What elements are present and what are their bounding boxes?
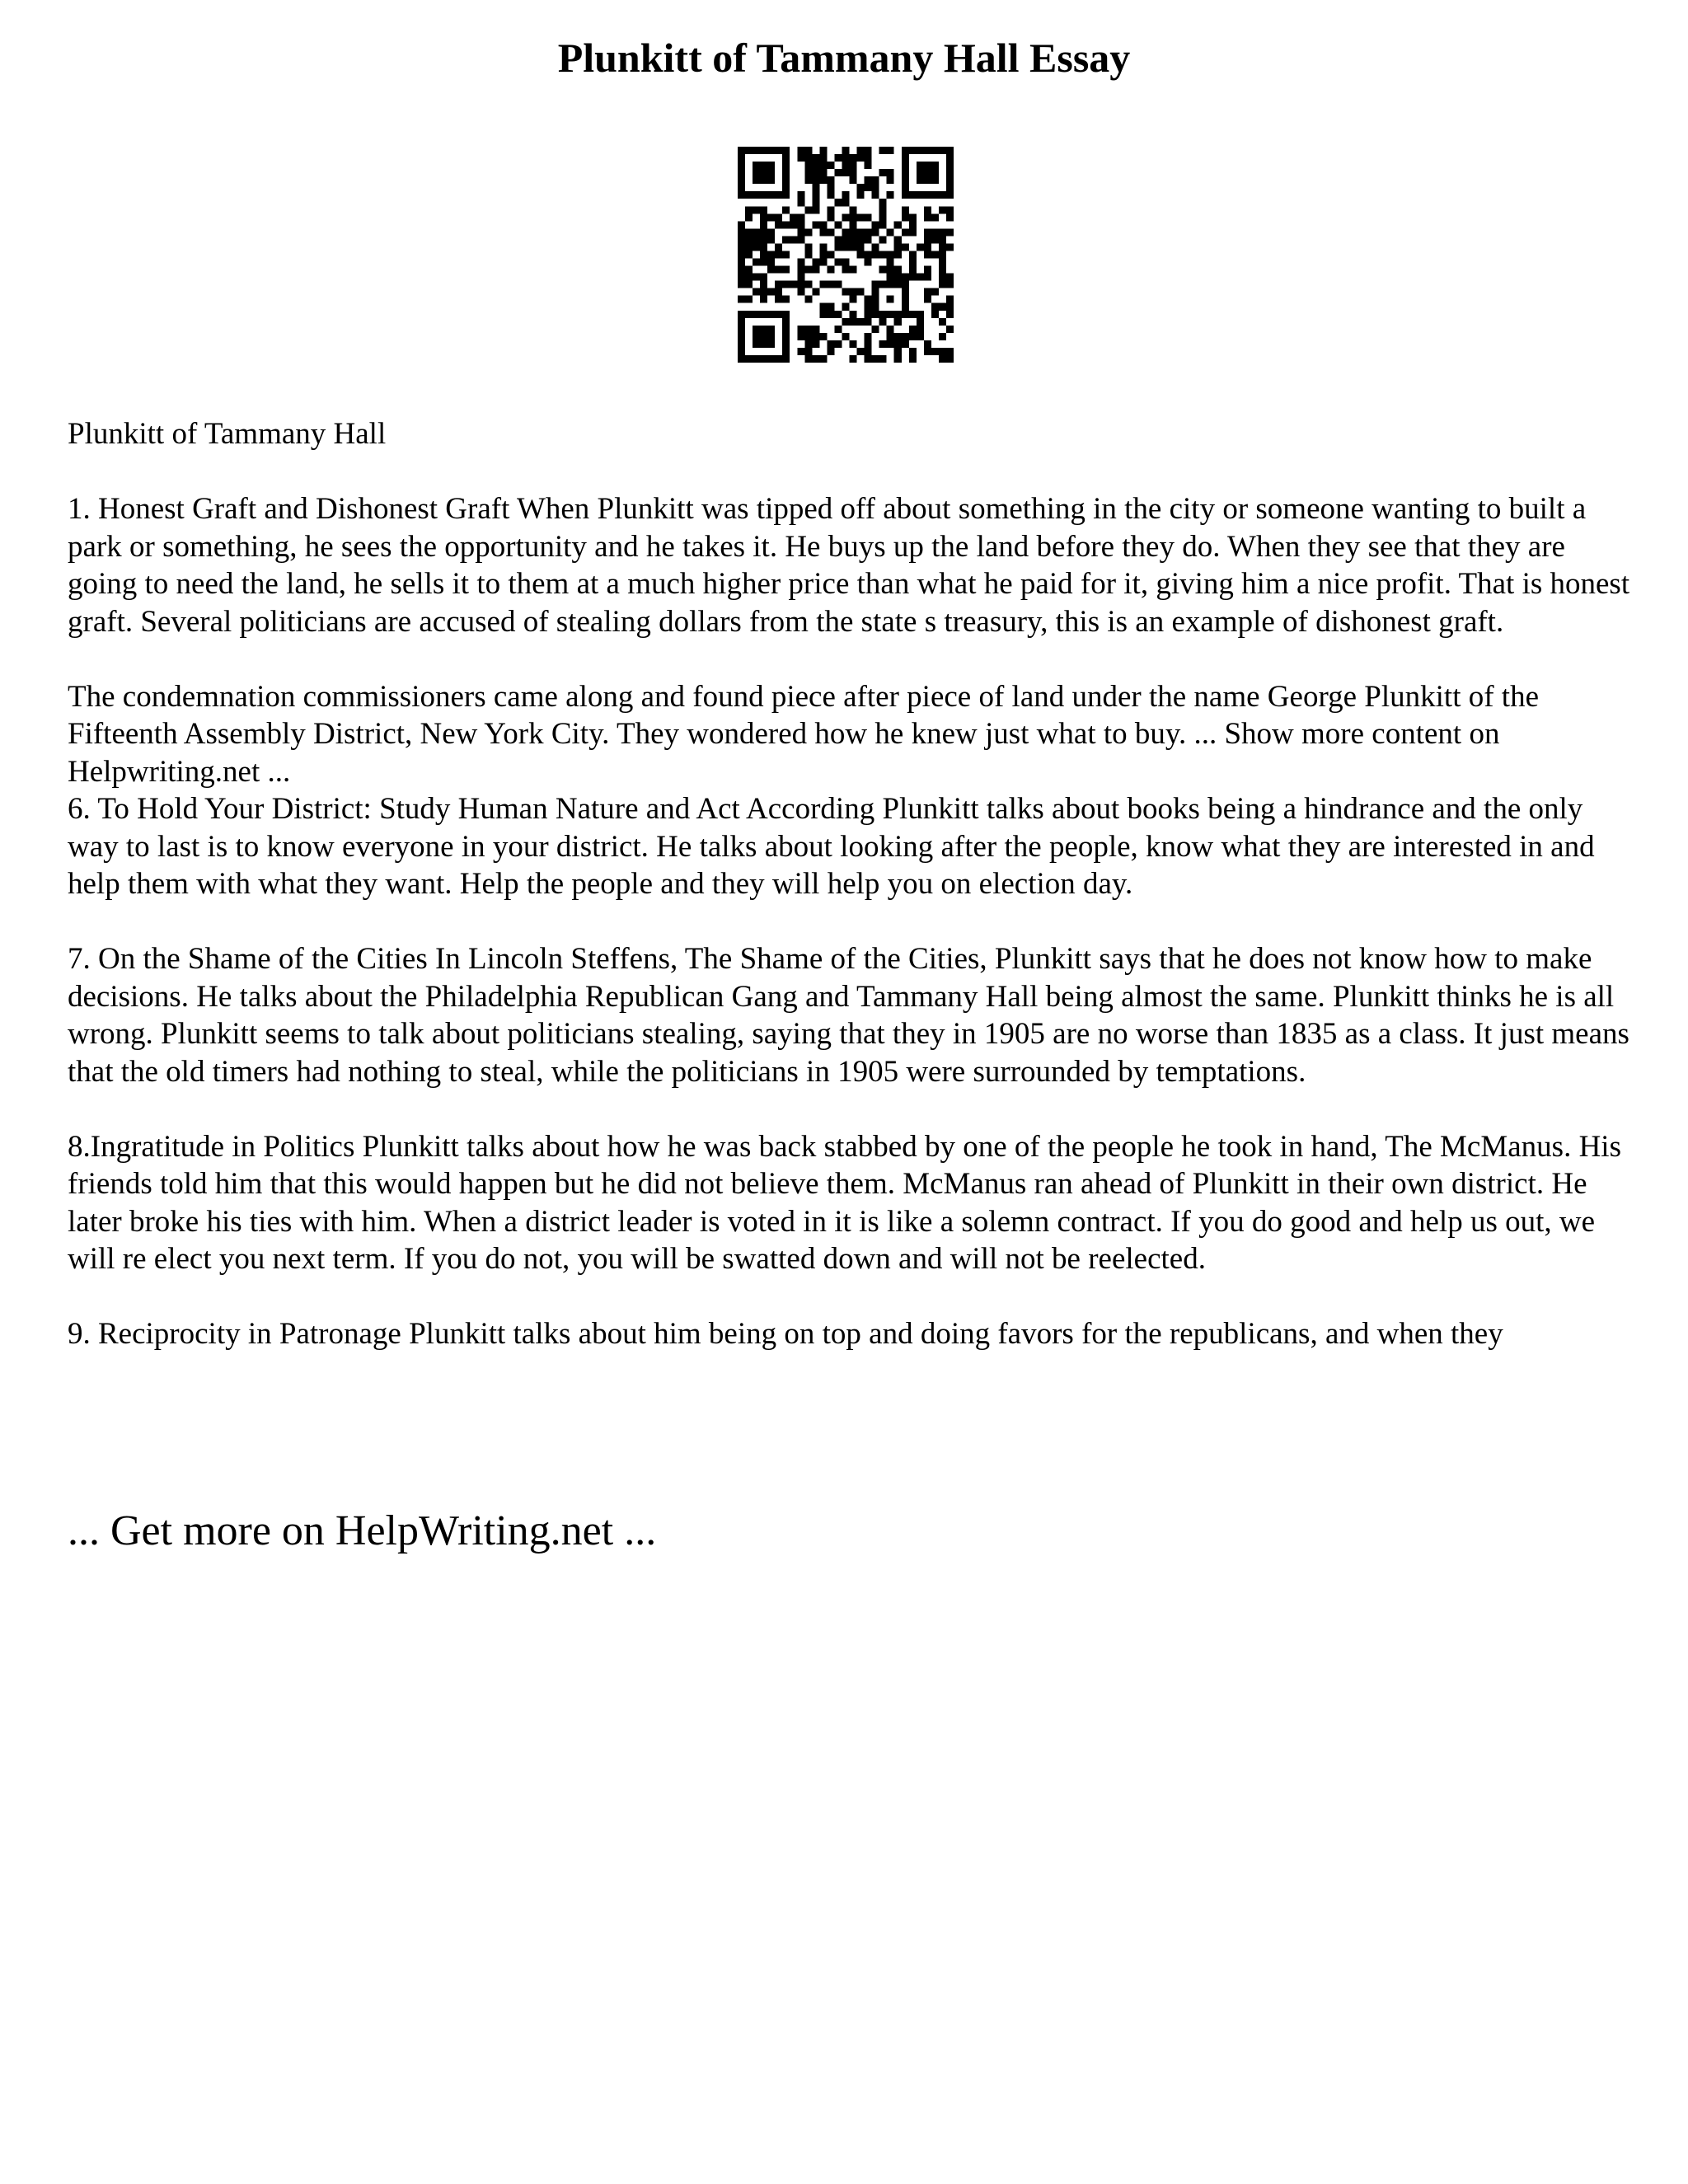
paragraph: 8.Ingratitude in Politics Plunkitt talks about how he was back stabbed by one of the people he took in hand, The McManus. His friends told him that this would happen but he did not believe them. McManus ran ahead of Plunkitt in their own district. He later broke his ties with him. When a district leader is voted in it is like a solemn contract. If you do good and help us out, we will re elect you next term. If you do not, you will be swatted down and will not be reelected. [68, 1129, 1621, 1276]
paragraph: 7. On the Shame of the Cities In Lincoln Steffens, The Shame of the Cities, Plunkitt says that he does not know how to make decisions. He talks about the Philadelphia Republican Gang and Tammany Hall being almost the same. Plunkitt thinks he is all wrong. Plunkitt seems to talk about politicians stealing, saying that they in 1905 are no worse than 1835 as a class. It just means that the old timers had nothing to steal, while the politicians in 1905 were surrounded by temptations. [68, 942, 1629, 1089]
get-more-link[interactable]: ... Get more on HelpWriting.net ... [68, 1507, 657, 1554]
paragraph: 6. To Hold Your District: Study Human Nature and Act According Plunkitt talks about books being a hindrance and the only way to last is to know everyone in your district. He talks about looking after the people, know what they are interested in and help them with what they want. Help the people and they will help you on election day. [68, 792, 1595, 901]
document-body [68, 415, 1634, 1390]
document-title: Plunkitt of Tammany Hall Essay [557, 35, 1131, 81]
paragraph-heading: Plunkitt of Tammany Hall [68, 417, 387, 451]
qr-code-icon [738, 147, 954, 363]
paragraph: 1. Honest Graft and Dishonest Graft When Plunkitt was tipped off about something in the city or someone wanting to built a park or something, he sees the opportunity and he takes it. He buys up the land before they do. When they see that they are going to need the land, he sells it to them at a much higher price than what he paid for it, giving him a nice profit. That is honest graft. Several politicians are accused of stealing dollars from the state s treasury, this is an example of dishonest graft. [68, 492, 1630, 639]
paragraph: 9. Reciprocity in Patronage Plunkitt talks about him being on top and doing favors for the republicans, and when they [68, 1317, 1503, 1351]
paragraph: The condemnation commissioners came along and found piece after piece of land under the name George Plunkitt of the Fifteenth Assembly District, New York City. They wondered how he knew just what to buy. ... Show more content on Helpwriting.net ... [68, 679, 1539, 789]
